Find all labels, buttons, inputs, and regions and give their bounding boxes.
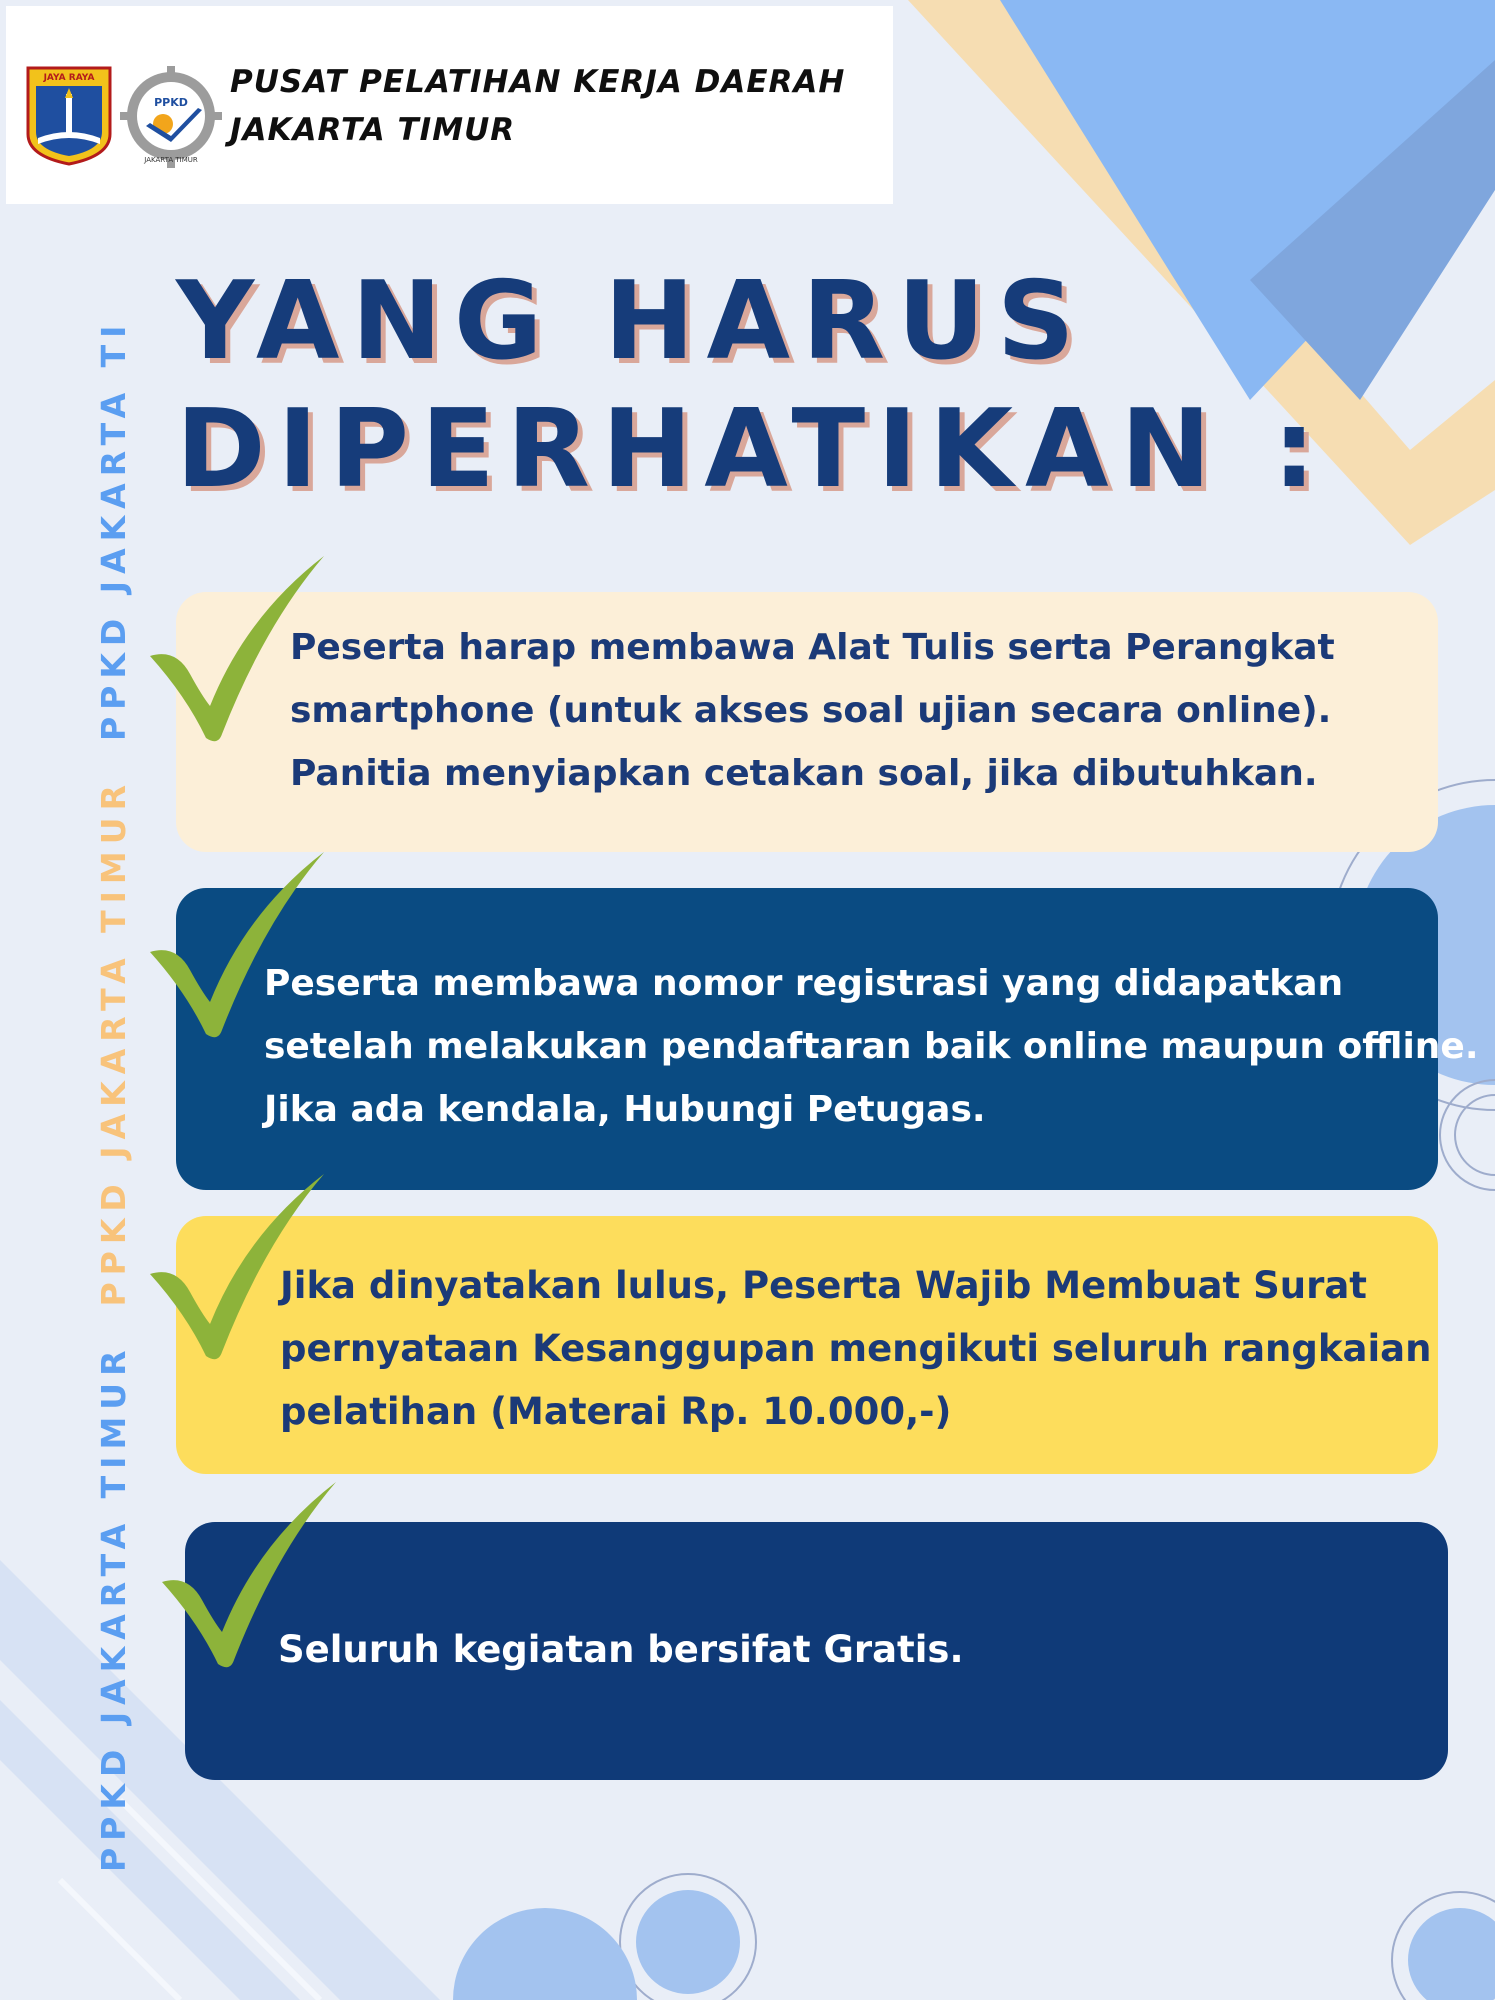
- side-text-segment-2: PPKD JAKARTA TIMUR: [94, 778, 133, 1307]
- info-card-1: [176, 592, 1438, 852]
- check-icon: [146, 556, 326, 746]
- info-card-2-line-1: Peserta membawa nomor registrasi yang didapatkan: [264, 963, 1344, 1004]
- info-card-2-line-2: setelah melakukan pendaftaran baik online maupun offline.: [264, 1026, 1479, 1067]
- circle-bottom-2: [453, 1908, 637, 2000]
- side-text-segment-1: PPKD JAKARTA TIMUR: [94, 1343, 133, 1872]
- info-card-1-line-2: smartphone (untuk akses soal ujian secara online).: [290, 690, 1332, 731]
- info-card-2: [176, 888, 1479, 1190]
- check-icon: [146, 852, 326, 1042]
- svg-text:JAKARTA TIMUR: JAKARTA TIMUR: [144, 156, 198, 164]
- info-card-1-text: [290, 616, 1335, 805]
- info-card-3-line-1: Jika dinyatakan lulus, Peserta Wajib Membuat Surat: [280, 1264, 1367, 1307]
- org-name-line-2: JAKARTA TIMUR: [230, 112, 516, 148]
- info-card-4-text: [278, 1618, 964, 1681]
- circle-bottom-1: [636, 1890, 740, 1994]
- info-card-3-text: [280, 1254, 1431, 1443]
- side-text-segment-3: PPKD JAKARTA TI: [94, 318, 133, 742]
- logo-dki-emblem: [24, 64, 114, 168]
- info-card-4: [185, 1522, 1448, 1780]
- check-icon: [146, 1174, 326, 1364]
- title-line-1: YANG HARUS: [176, 259, 1087, 384]
- title-line-2: DIPERHATIKAN :: [176, 387, 1328, 512]
- header: [6, 6, 893, 204]
- info-card-2-line-3: Jika ada kendala, Hubungi Petugas.: [264, 1089, 986, 1130]
- info-card-3-line-3: pelatihan (Materai Rp. 10.000,-): [280, 1390, 952, 1433]
- circle-bottom-3: [1408, 1908, 1495, 2000]
- org-name-line-1: PUSAT PELATIHAN KERJA DAERAH: [230, 64, 846, 100]
- svg-text:PPKD: PPKD: [154, 96, 188, 109]
- check-icon: [158, 1482, 338, 1672]
- info-card-1-line-1: Peserta harap membawa Alat Tulis serta Perangkat: [290, 627, 1335, 668]
- logo-ppkd-gear: [116, 66, 226, 170]
- info-card-3: [176, 1216, 1438, 1474]
- info-card-3-line-2: pernyataan Kesanggupan mengikuti seluruh rangkaian: [280, 1327, 1432, 1370]
- info-card-2-text: [264, 952, 1479, 1141]
- info-card-1-line-3: Panitia menyiapkan cetakan soal, jika dibutuhkan.: [290, 753, 1318, 794]
- side-vertical-text: [94, 319, 134, 1872]
- info-card-4-line-1: Seluruh kegiatan bersifat Gratis.: [278, 1628, 964, 1671]
- svg-text:JAYA RAYA: JAYA RAYA: [43, 73, 95, 83]
